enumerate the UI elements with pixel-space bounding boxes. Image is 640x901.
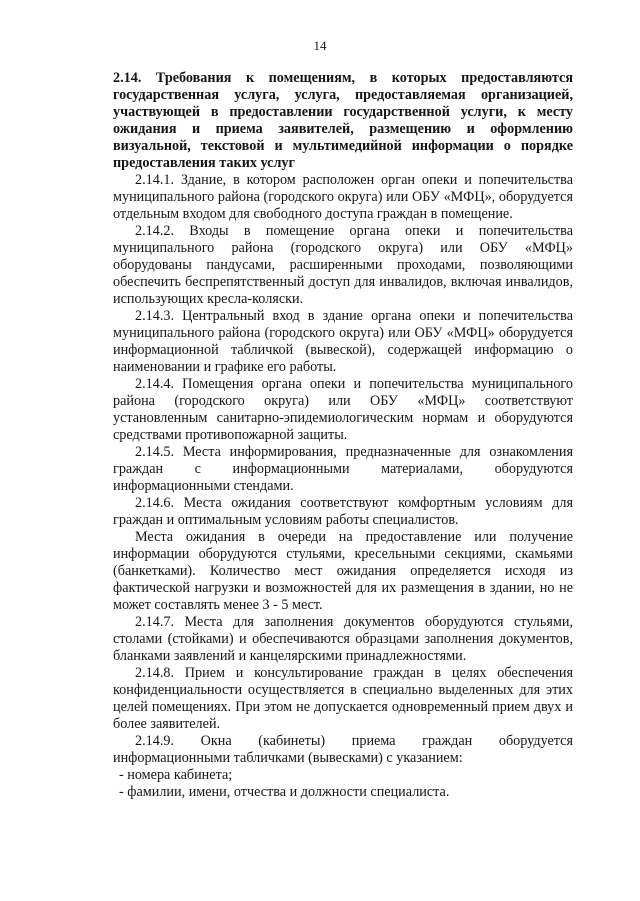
paragraph-2-14-6: 2.14.6. Места ожидания соответствуют комфортным условиям для граждан и оптимальным условиям работы специалистов. xyxy=(113,495,573,528)
paragraph-2-14-2: 2.14.2. Входы в помещение органа опеки и попечительства муниципального района (городского округа) или ОБУ «МФЦ» оборудованы пандусами, расширенными проходами, позволяющими обеспечить беспрепятственный доступ для инвалидов, включая инвалидов, использующих кресла-коляски. xyxy=(113,223,573,307)
paragraph-2-14-7: 2.14.7. Места для заполнения документов оборудуются стульями, столами (стойками) и обеспечиваются образцами заполнения документов, бланками заявлений и канцелярскими принадлежностями. xyxy=(113,614,573,664)
paragraph-waiting-places: Места ожидания в очереди на предоставление или получение информации оборудуются стульями, кресельными секциями, скамьями (банкетками). Количество мест ожидания определяется исходя из фактической нагрузки и возможностей для их размещения в здании, но не может составлять менее 3 - 5 мест. xyxy=(113,529,573,613)
list-item: - фамилии, имени, отчества и должности специалиста. xyxy=(119,784,450,800)
paragraph-2-14-1: 2.14.1. Здание, в котором расположен орган опеки и попечительства муниципального района (городского округа) или ОБУ «МФЦ», оборудуется отдельным входом для свободного доступа граждан в помещение. xyxy=(113,172,573,222)
paragraph-2-14-8: 2.14.8. Прием и консультирование граждан в целях обеспечения конфиденциальности осуществляется в специально выделенных для этих целей помещениях. При этом не допускается одновременный прием двух и более заявителей. xyxy=(113,665,573,732)
paragraph-2-14-4: 2.14.4. Помещения органа опеки и попечительства муниципального района (городского округа) или ОБУ «МФЦ» соответствуют установленным санитарно-эпидемиологическим нормам и оборудуются средствами противопожарной защиты. xyxy=(113,376,573,443)
paragraph-2-14-5: 2.14.5. Места информирования, предназначенные для ознакомления граждан с информационными материалами, оборудуются информационными стендами. xyxy=(113,444,573,494)
document-body xyxy=(113,70,573,801)
paragraph-2-14-9: 2.14.9. Окна (кабинеты) приема граждан оборудуется информационными табличками (вывесками) с указанием: xyxy=(113,733,573,766)
section-heading: 2.14. Требования к помещениям, в которых предоставляются государственная услуга, услуга, предоставляемая организацией, участвующей в предоставлении государственной услуги, к месту ожидания и приема заявителей, размещению и оформлению визуальной, текстовой и мультимедийной информации о порядке предоставления таких услуг xyxy=(113,70,573,171)
paragraph-2-14-3: 2.14.3. Центральный вход в здание органа опеки и попечительства муниципального района (городского округа) или ОБУ «МФЦ» оборудуется информационной табличкой (вывеской), содержащей информацию о наименовании и графике его работы. xyxy=(113,308,573,375)
page-number: 14 xyxy=(313,38,327,53)
list-item: - номера кабинета; xyxy=(119,767,233,783)
